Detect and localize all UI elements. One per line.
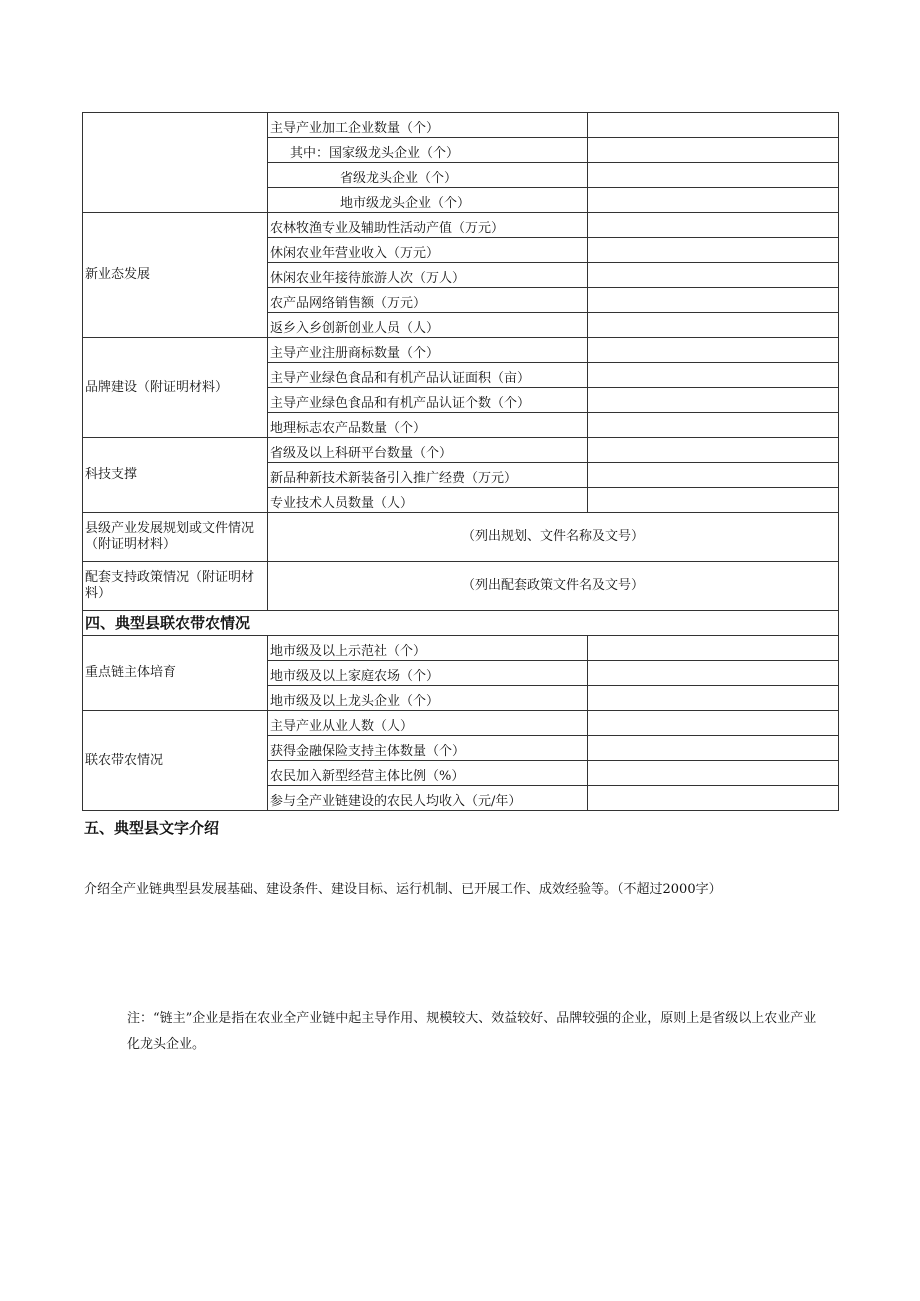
category-cell: 配套支持政策情况（附证明材料） <box>83 562 268 611</box>
value-cell[interactable] <box>588 113 839 138</box>
category-cell: 重点链主体培育 <box>83 636 268 711</box>
category-cell <box>83 113 268 213</box>
value-cell[interactable] <box>588 388 839 413</box>
item-label: 地理标志农产品数量（个） <box>268 413 588 438</box>
statistics-table <box>82 112 839 811</box>
plan-hint[interactable]: （列出规划、文件名称及文号） <box>268 513 839 562</box>
value-cell[interactable] <box>588 736 839 761</box>
table-row <box>83 338 839 363</box>
item-label: 农林牧渔专业及辅助性活动产值（万元） <box>268 213 588 238</box>
table-row <box>83 611 839 636</box>
item-label: 农产品网络销售额（万元） <box>268 288 588 313</box>
value-cell[interactable] <box>588 413 839 438</box>
table-row <box>83 213 839 238</box>
table-row <box>83 636 839 661</box>
table-row <box>83 113 839 138</box>
value-cell[interactable] <box>588 338 839 363</box>
category-cell: 新业态发展 <box>83 213 268 338</box>
table-row <box>83 438 839 463</box>
category-cell: 联农带农情况 <box>83 711 268 811</box>
value-cell[interactable] <box>588 363 839 388</box>
item-label: 主导产业加工企业数量（个） <box>268 113 588 138</box>
item-label: 返乡入乡创新创业人员（人） <box>268 313 588 338</box>
item-label: 主导产业从业人数（人） <box>268 711 588 736</box>
value-cell[interactable] <box>588 438 839 463</box>
item-label: 参与全产业链建设的农民人均收入（元/年） <box>268 786 588 811</box>
item-label: 省级及以上科研平台数量（个） <box>268 438 588 463</box>
policy-hint[interactable]: （列出配套政策文件名及文号） <box>268 562 839 611</box>
value-cell[interactable] <box>588 488 839 513</box>
footnote: 注：“链主”企业是指在农业全产业链中起主导作用、规模较大、效益较好、品牌较强的企业，原则上是省级以上农业产业化龙头企业。 <box>127 1011 817 1052</box>
value-cell[interactable] <box>588 238 839 263</box>
item-label: 省级龙头企业（个） <box>268 163 588 188</box>
category-cell: 科技支撑 <box>83 438 268 513</box>
value-cell[interactable] <box>588 213 839 238</box>
table-row <box>83 711 839 736</box>
item-label: 专业技术人员数量（人） <box>268 488 588 513</box>
item-label: 休闲农业年接待旅游人次（万人） <box>268 263 588 288</box>
item-label: 农民加入新型经营主体比例（%） <box>268 761 588 786</box>
value-cell[interactable] <box>588 138 839 163</box>
value-cell[interactable] <box>588 636 839 661</box>
item-label: 其中：国家级龙头企业（个） <box>268 138 588 163</box>
item-label: 主导产业绿色食品和有机产品认证面积（亩） <box>268 363 588 388</box>
value-cell[interactable] <box>588 463 839 488</box>
item-label: 主导产业绿色食品和有机产品认证个数（个） <box>268 388 588 413</box>
section-4-title: 四、典型县联农带农情况 <box>83 611 839 636</box>
section-5-title: 五、典型县文字介绍 <box>84 819 220 837</box>
value-cell[interactable] <box>588 313 839 338</box>
value-cell[interactable] <box>588 786 839 811</box>
value-cell[interactable] <box>588 711 839 736</box>
item-label: 主导产业注册商标数量（个） <box>268 338 588 363</box>
value-cell[interactable] <box>588 288 839 313</box>
category-cell: 县级产业发展规划或文件情况（附证明材料） <box>83 513 268 562</box>
value-cell[interactable] <box>588 188 839 213</box>
category-cell: 品牌建设（附证明材料） <box>83 338 268 438</box>
value-cell[interactable] <box>588 163 839 188</box>
item-label: 地市级及以上示范社（个） <box>268 636 588 661</box>
item-label: 休闲农业年营业收入（万元） <box>268 238 588 263</box>
value-cell[interactable] <box>588 263 839 288</box>
table-row <box>83 513 839 562</box>
item-label: 地市级及以上龙头企业（个） <box>268 686 588 711</box>
table-row <box>83 562 839 611</box>
section-5-intro: 介绍全产业链典型县发展基础、建设条件、建设目标、运行机制、已开展工作、成效经验等。（不超过2000字） <box>84 882 722 897</box>
value-cell[interactable] <box>588 761 839 786</box>
item-label: 地市级龙头企业（个） <box>268 188 588 213</box>
value-cell[interactable] <box>588 686 839 711</box>
item-label: 新品种新技术新装备引入推广经费（万元） <box>268 463 588 488</box>
value-cell[interactable] <box>588 661 839 686</box>
item-label: 地市级及以上家庭农场（个） <box>268 661 588 686</box>
item-label: 获得金融保险支持主体数量（个） <box>268 736 588 761</box>
